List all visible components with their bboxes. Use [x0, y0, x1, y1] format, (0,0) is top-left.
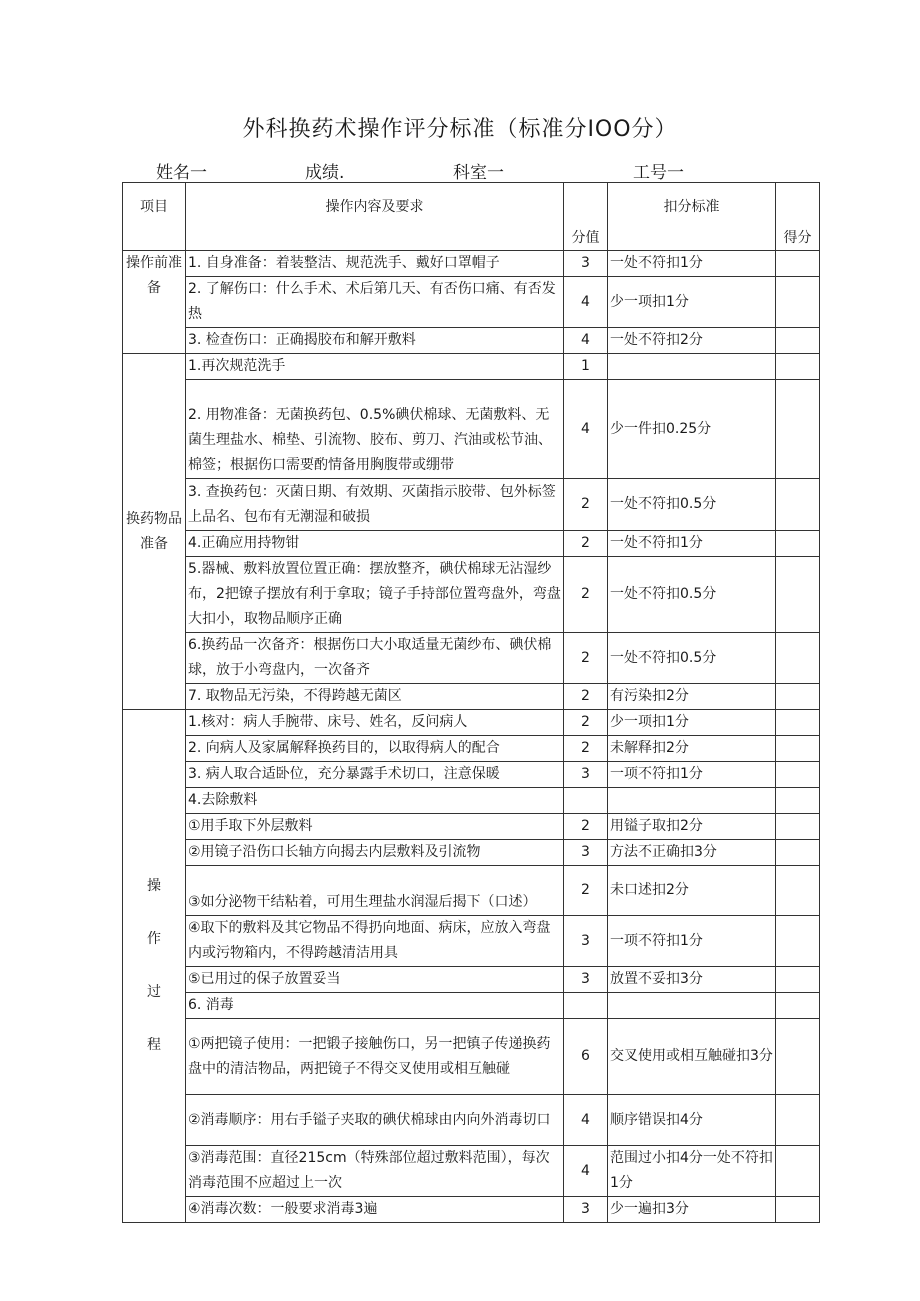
row-content: ③消毒范围：直径215cm（特殊部位超过敷料范围），每次消毒范围不应超过上一次	[186, 1146, 564, 1197]
row-content: ③如分泌物干结粘着，可用生理盐水润湿后揭下（口述）	[186, 866, 564, 916]
row-got[interactable]	[776, 1146, 820, 1197]
row-got[interactable]	[776, 354, 820, 380]
row-content: ⑤已用过的保子放置妥当	[186, 967, 564, 993]
row-standard	[608, 993, 776, 1019]
table-row	[123, 354, 820, 380]
row-standard: 交叉使用或相互触碰扣3分	[608, 1019, 776, 1095]
row-score: 3	[564, 1197, 608, 1223]
row-standard: 有污染扣2分	[608, 684, 776, 710]
table-row	[123, 967, 820, 993]
row-score: 4	[564, 1146, 608, 1197]
score-field-label: 成绩.	[305, 163, 345, 183]
row-content: 1. 自身准备：着装整洁、规范洗手、戴好口罩帽子	[186, 251, 564, 277]
row-standard: 一处不符扣0.5分	[608, 557, 776, 633]
table-header-row	[123, 183, 820, 251]
page-title: 外科换药术操作评分标准（标准分IOO分）	[242, 117, 678, 142]
row-got[interactable]	[776, 1019, 820, 1095]
table-row	[123, 684, 820, 710]
row-content: 3. 查换药包：灭菌日期、有效期、灭菌指示胶带、包外标签上品名、包布有无潮湿和破损	[186, 479, 564, 531]
row-standard: 范围过小扣4分一处不符扣1分	[608, 1146, 776, 1197]
table-row	[123, 277, 820, 328]
header-score: 分值	[564, 183, 608, 251]
table-row	[123, 993, 820, 1019]
row-score: 2	[564, 866, 608, 916]
row-score: 2	[564, 684, 608, 710]
row-content: 6. 消毒	[186, 993, 564, 1019]
row-standard	[608, 354, 776, 380]
table-row	[123, 251, 820, 277]
row-standard	[608, 788, 776, 814]
row-got[interactable]	[776, 840, 820, 866]
row-score: 3	[564, 251, 608, 277]
scoring-table	[122, 182, 820, 1223]
table-row	[123, 866, 820, 916]
header-got: 得分	[776, 183, 820, 251]
row-score: 3	[564, 762, 608, 788]
table-row	[123, 1197, 820, 1223]
dept-field-label: 科室一	[453, 163, 504, 183]
table-row	[123, 1146, 820, 1197]
row-score: 3	[564, 967, 608, 993]
name-field-label: 姓名一	[156, 163, 207, 183]
row-got[interactable]	[776, 967, 820, 993]
row-standard: 一项不符扣1分	[608, 916, 776, 967]
header-standard: 扣分标准	[608, 183, 776, 251]
row-standard: 少一项扣1分	[608, 710, 776, 736]
row-standard: 少一项扣1分	[608, 277, 776, 328]
row-standard: 一项不符扣1分	[608, 762, 776, 788]
section-procedure-label: 操作过程	[147, 878, 161, 1053]
row-got[interactable]	[776, 479, 820, 531]
table-row	[123, 380, 820, 479]
row-content: 4.正确应用持物钳	[186, 531, 564, 557]
row-got[interactable]	[776, 814, 820, 840]
row-standard: 未口述扣2分	[608, 866, 776, 916]
table-row	[123, 633, 820, 684]
row-got[interactable]	[776, 762, 820, 788]
row-content: 2. 向病人及家属解释换药目的，以取得病人的配合	[186, 736, 564, 762]
section-pre-op: 操作前准备	[123, 251, 186, 354]
row-standard: 用镒子取扣2分	[608, 814, 776, 840]
table-row	[123, 814, 820, 840]
row-content: 2. 用物准备：无菌换药包、0.5%碘伏棉球、无菌敷料、无菌生理盐水、棉垫、引流物、胶布、剪刀、汽油或松节油、棉签；根据伤口需要酌情备用胸腹带或绷带	[186, 380, 564, 479]
row-score: 4	[564, 1095, 608, 1146]
row-standard: 一处不符扣1分	[608, 251, 776, 277]
row-standard: 一处不符扣2分	[608, 328, 776, 354]
table-row	[123, 788, 820, 814]
row-standard: 方法不正确扣3分	[608, 840, 776, 866]
row-got[interactable]	[776, 531, 820, 557]
row-content: 5.器械、敷料放置位置正确：摆放整齐，碘伏棉球无沾湿纱布，2把镣子摆放有利于拿取；镜子手持部位置弯盘外，弯盘大扣小，取物品顺序正确	[186, 557, 564, 633]
row-got[interactable]	[776, 866, 820, 916]
row-got[interactable]	[776, 736, 820, 762]
row-got[interactable]	[776, 710, 820, 736]
row-score: 2	[564, 557, 608, 633]
row-content: 7. 取物品无污染，不得跨越无菌区	[186, 684, 564, 710]
table-row	[123, 916, 820, 967]
table-row	[123, 479, 820, 531]
table-row	[123, 1095, 820, 1146]
table-row	[123, 710, 820, 736]
row-got[interactable]	[776, 684, 820, 710]
info-line	[0, 158, 920, 184]
table-row	[123, 557, 820, 633]
row-content: ④取下的敷料及其它物品不得扔向地面、病床，应放入弯盘内或污物箱内，不得跨越清洁用具	[186, 916, 564, 967]
table-row	[123, 840, 820, 866]
row-content: 6.换药品一次备齐：根据伤口大小取适量无菌纱布、碘伏棉球，放于小弯盘内，一次备齐	[186, 633, 564, 684]
row-content: ②用镜子沿伤口长轴方向揭去内层敷料及引流物	[186, 840, 564, 866]
row-score: 4	[564, 380, 608, 479]
row-score: 2	[564, 814, 608, 840]
row-got[interactable]	[776, 993, 820, 1019]
row-got[interactable]	[776, 1197, 820, 1223]
row-content: ④消毒次数：一般要求消毒3遍	[186, 1197, 564, 1223]
row-score: 4	[564, 328, 608, 354]
row-score: 3	[564, 916, 608, 967]
row-content: 3. 病人取合适卧位，充分暴露手术切口，注意保暖	[186, 762, 564, 788]
header-item: 项目	[123, 183, 186, 251]
row-score: 3	[564, 840, 608, 866]
table-row	[123, 1019, 820, 1095]
row-score: 2	[564, 633, 608, 684]
row-standard: 顺序错误扣4分	[608, 1095, 776, 1146]
table-row	[123, 531, 820, 557]
header-content: 操作内容及要求	[186, 183, 564, 251]
table-row	[123, 762, 820, 788]
row-content: 3. 检查伤口：正确揭胶布和解开敷料	[186, 328, 564, 354]
row-standard: 一处不符扣0.5分	[608, 479, 776, 531]
row-score: 6	[564, 1019, 608, 1095]
id-field-label: 工号一	[633, 163, 684, 183]
row-score	[564, 788, 608, 814]
row-content: 2. 了解伤口：什么手术、术后第几天、有否伤口痛、有否发热	[186, 277, 564, 328]
row-standard: 一处不符扣0.5分	[608, 633, 776, 684]
row-content: 1.再次规范洗手	[186, 354, 564, 380]
table-row	[123, 736, 820, 762]
row-standard: 少一遍扣3分	[608, 1197, 776, 1223]
row-got[interactable]	[776, 328, 820, 354]
row-got[interactable]	[776, 788, 820, 814]
row-got[interactable]	[776, 557, 820, 633]
row-score: 2	[564, 710, 608, 736]
section-procedure	[123, 710, 186, 1223]
section-supplies: 换药物品准备	[123, 354, 186, 710]
row-standard: 放置不妥扣3分	[608, 967, 776, 993]
table-row	[123, 328, 820, 354]
row-content: ②消毒顺序：用右手镒子夹取的碘伏棉球由内向外消毒切口	[186, 1095, 564, 1146]
row-standard: 少一件扣0.25分	[608, 380, 776, 479]
row-content: ①两把镜子使用：一把锻子接触伤口，另一把镇子传递换药盘中的清洁物品，两把镜子不得交叉使用或相互触碰	[186, 1019, 564, 1095]
row-got[interactable]	[776, 633, 820, 684]
row-score: 4	[564, 277, 608, 328]
row-score	[564, 993, 608, 1019]
row-standard: 未解释扣2分	[608, 736, 776, 762]
row-content: ①用手取下外层敷料	[186, 814, 564, 840]
row-got[interactable]	[776, 277, 820, 328]
row-got[interactable]	[776, 251, 820, 277]
row-got[interactable]	[776, 1095, 820, 1146]
row-got[interactable]	[776, 916, 820, 967]
row-score: 2	[564, 531, 608, 557]
row-standard: 一处不符扣1分	[608, 531, 776, 557]
row-score: 2	[564, 736, 608, 762]
row-got[interactable]	[776, 380, 820, 479]
row-score: 2	[564, 479, 608, 531]
row-content: 4.去除敷料	[186, 788, 564, 814]
row-score: 1	[564, 354, 608, 380]
row-content: 1.核对：病人手腕带、床号、姓名，反问病人	[186, 710, 564, 736]
